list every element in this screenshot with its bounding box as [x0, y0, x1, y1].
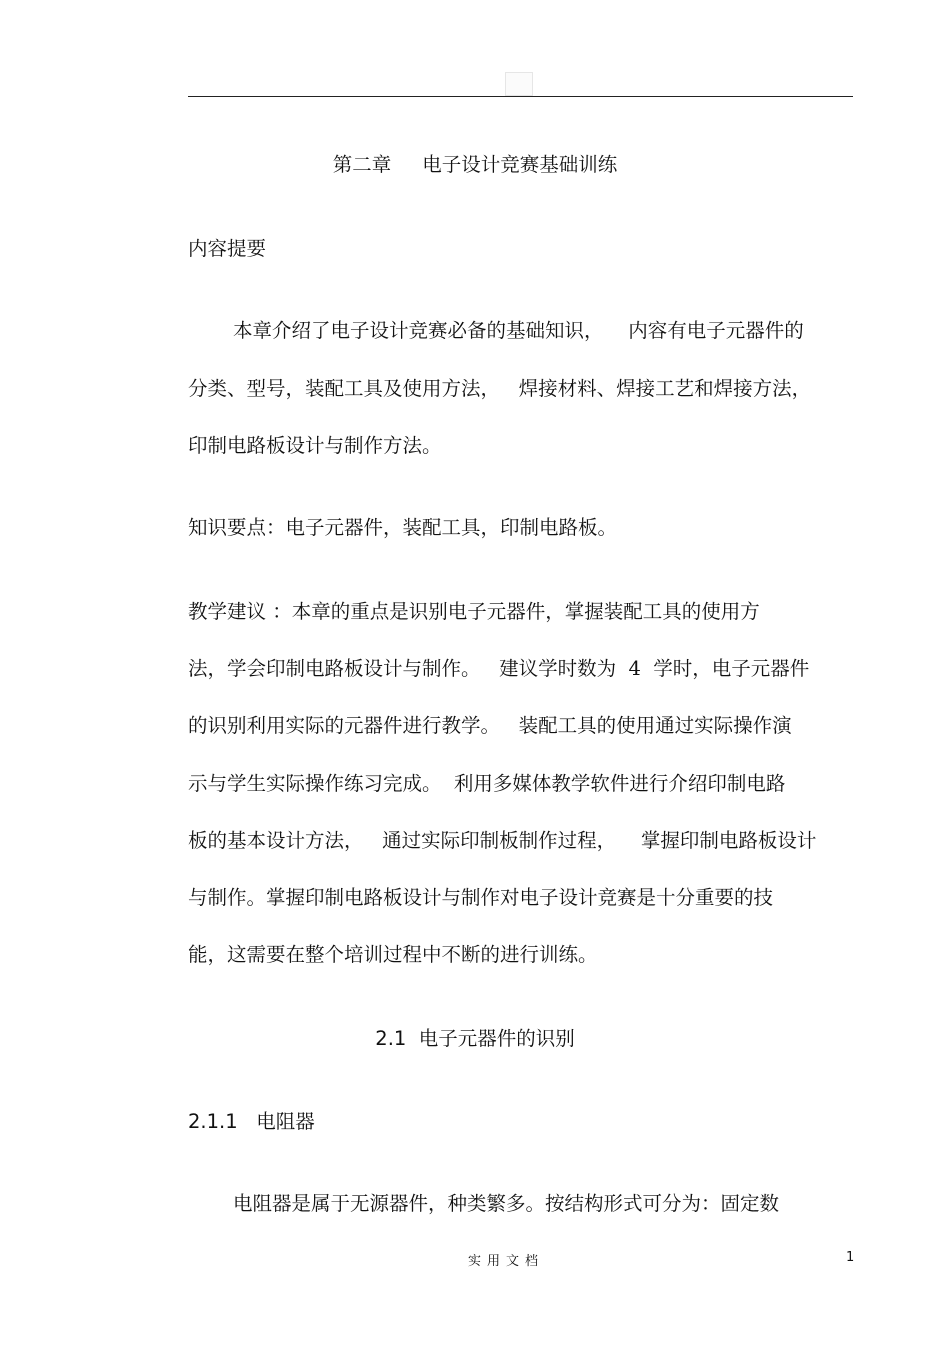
subsection-text: 电阻器 [256, 1110, 315, 1133]
teaching-line-7: 能，这需要在整个培训过程中不断的进行训练。 [188, 943, 598, 966]
section-number: 2.1 [375, 1027, 407, 1050]
teaching-line-3: 的识别利用实际的元器件进行教学。 装配工具的使用通过实际操作演 [188, 714, 792, 737]
teaching-line-2: 法，学会印制电路板设计与制作。 建议学时数为 4 学时，电子元器件 [188, 657, 810, 680]
teaching-line-6: 与制作。掌握印制电路板设计与制作对电子设计竞赛是十分重要的技 [188, 886, 774, 909]
summary-line-3: 印制电路板设计与制作方法。 [188, 434, 442, 457]
body-line: 电阻器是属于无源器件，种类繁多。按结构形式可分为：固定数 [233, 1192, 780, 1215]
footer-text: 实用文档 [467, 1254, 544, 1269]
chapter-title: 第二章 电子设计竞赛基础训练 [332, 153, 618, 176]
header-mark [505, 72, 533, 96]
summary-line-1: 本章介绍了电子设计竞赛必备的基础知识， 内容有电子元器件的 [233, 319, 804, 342]
key-points: 知识要点：电子元器件，装配工具，印制电路板。 [188, 516, 618, 539]
subsection-number: 2.1.1 [188, 1110, 238, 1133]
section-text: 电子元器件的识别 [418, 1027, 575, 1050]
summary-line-2: 分类、型号，装配工具及使用方法， 焊接材料、焊接工艺和焊接方法， [188, 377, 812, 400]
summary-heading: 内容提要 [188, 237, 267, 260]
section-title [0, 1026, 950, 1052]
teaching-line-1: 教学建议 ：本章的重点是识别电子元器件，掌握装配工具的使用方 [188, 600, 760, 623]
header-rule [188, 96, 853, 97]
page-number: 1 [846, 1250, 855, 1265]
teaching-line-4: 示与学生实际操作练习完成。 利用多媒体教学软件进行介绍印制电路 [188, 772, 786, 795]
teaching-line-5: 板的基本设计方法， 通过实际印制板制作过程， 掌握印制电路板设计 [188, 829, 817, 852]
subsection-title [188, 1109, 315, 1135]
